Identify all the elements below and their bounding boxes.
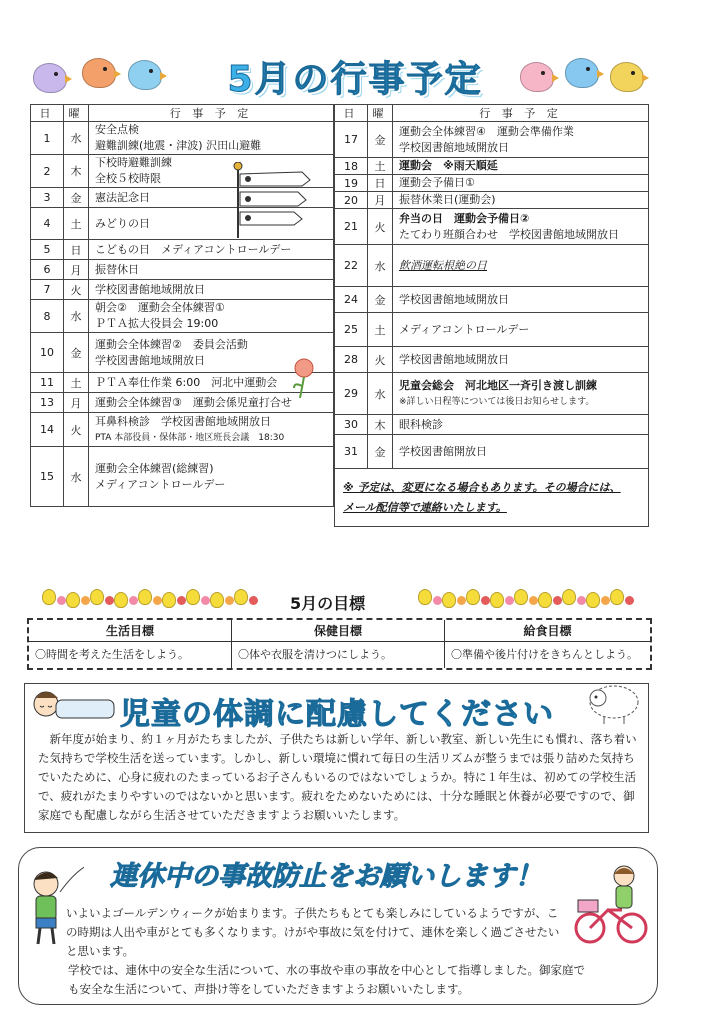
weekday-cell: 金 (64, 188, 89, 208)
event-cell (393, 245, 649, 287)
day-cell: 10 (31, 333, 64, 373)
event-line: 下校時避難訓練 (95, 156, 172, 169)
chick-icon (66, 592, 80, 608)
weekday-cell: 土 (64, 373, 89, 393)
blue-bird-icon (128, 60, 162, 90)
chick-icon (42, 589, 56, 605)
carnation-icon (290, 358, 318, 398)
event-cell (393, 313, 649, 347)
table-row (335, 373, 649, 415)
table-row (335, 192, 649, 209)
tulip-icon (553, 596, 562, 605)
event-cell (393, 415, 649, 435)
col-day: 日 (31, 105, 64, 122)
table-row (31, 333, 334, 373)
tulip-icon (129, 596, 138, 605)
tulip-icon (225, 596, 234, 605)
day-cell: 14 (31, 413, 64, 447)
goal-heading: 保健目標 (232, 620, 444, 642)
event-line: 学校図書館地域開放日 (399, 352, 509, 366)
table-row (335, 435, 649, 469)
event-line: ＰＴＡ奉仕作業 6:00 河北中運動会 (95, 375, 278, 389)
purple-bird-icon (33, 63, 67, 93)
note-line: ※ 予定は、変更になる場合もあります。その場合には、 (343, 480, 621, 494)
goal-lunch (445, 620, 650, 668)
tulip-icon (457, 596, 466, 605)
yellow-bird-icon (610, 62, 644, 92)
day-cell: 5 (31, 240, 64, 260)
day-cell: 29 (335, 373, 368, 415)
event-cell (89, 260, 334, 280)
day-cell: 20 (335, 192, 368, 209)
event-cell (393, 158, 649, 175)
tulip-icon (153, 596, 162, 605)
table-row (31, 280, 334, 300)
event-line: 運動会全体練習(総練習) (95, 461, 214, 475)
table-row (31, 260, 334, 280)
goals-title: 5月の目標 (290, 594, 366, 613)
weekday-cell: 水 (64, 300, 89, 333)
event-cell (89, 240, 334, 260)
event-cell (89, 280, 334, 300)
orange-bird-icon (82, 58, 116, 88)
tulip-icon (505, 596, 514, 605)
event-line: 運動会全体練習③ 運動会係児童打合せ (95, 395, 292, 409)
chick-icon (442, 592, 456, 608)
weekday-cell: 土 (64, 208, 89, 240)
event-line: 避難訓練(地震・津波) 沢田山避難 (95, 139, 262, 152)
day-cell: 8 (31, 300, 64, 333)
day-cell: 3 (31, 188, 64, 208)
chick-icon (186, 589, 200, 605)
pink-bird-icon (520, 62, 554, 92)
tulip-icon (529, 596, 538, 605)
weekday-cell: 土 (368, 313, 393, 347)
event-line: 学校図書館開放日 (399, 444, 487, 458)
col-event: 行 事 予 定 (89, 105, 334, 122)
weekday-cell: 月 (64, 260, 89, 280)
chick-icon (138, 589, 152, 605)
table-row (31, 300, 334, 333)
event-line: 安全点検 (95, 123, 139, 136)
col-weekday: 曜 (368, 105, 393, 122)
tulip-icon (577, 596, 586, 605)
weekday-cell: 水 (368, 373, 393, 415)
table-row (335, 122, 649, 158)
tulip-icon (57, 596, 66, 605)
sleeping-child-icon (28, 684, 118, 728)
goals-box (27, 618, 652, 670)
day-cell: 24 (335, 287, 368, 313)
tulip-icon (81, 596, 90, 605)
day-cell: 21 (335, 209, 368, 245)
event-line: PTA 本部役員・保体部・地区班長会議 18:30 (95, 432, 285, 443)
event-line: 運動会全体練習② 委員会活動 (95, 337, 248, 351)
table-row (31, 373, 334, 393)
col-event: 行 事 予 定 (393, 105, 649, 122)
sheep-icon (582, 676, 644, 726)
event-line: 運動会 ※雨天順延 (399, 159, 498, 172)
schedule-note (335, 469, 649, 527)
event-line: 耳鼻科検診 学校図書館地域開放日 (95, 414, 271, 428)
chick-icon (466, 589, 480, 605)
weekday-cell: 火 (368, 209, 393, 245)
weekday-cell: 水 (64, 447, 89, 507)
table-row (31, 413, 334, 447)
event-line: 振替休業日(運動会) (399, 193, 496, 206)
day-cell: 4 (31, 208, 64, 240)
bicycle-girl-icon (572, 862, 650, 946)
chick-icon (538, 592, 552, 608)
event-cell (393, 435, 649, 469)
chick-icon (490, 592, 504, 608)
weekday-cell: 金 (64, 333, 89, 373)
goal-text: 〇準備や後片付けをきちんとしよう。 (451, 648, 638, 661)
event-line: 児童会総会 河北地区一斉引き渡し訓練 (399, 378, 597, 392)
event-line: たてわり班顔合わせ 学校図書館地域開放日 (399, 227, 619, 241)
chick-icon (562, 589, 576, 605)
event-cell (89, 413, 334, 447)
event-cell (393, 209, 649, 245)
event-line: 憲法記念日 (95, 190, 150, 204)
chick-icon (586, 592, 600, 608)
event-line: 学校図書館地域開放日 (399, 140, 509, 154)
day-cell: 22 (335, 245, 368, 287)
day-cell: 15 (31, 447, 64, 507)
table-row (335, 209, 649, 245)
weekday-cell: 日 (64, 240, 89, 260)
event-line: 振替休日 (95, 262, 139, 276)
day-cell: 13 (31, 393, 64, 413)
day-cell: 30 (335, 415, 368, 435)
tulip-icon (433, 596, 442, 605)
weekday-cell: 土 (368, 158, 393, 175)
table-row (335, 175, 649, 192)
chick-icon (114, 592, 128, 608)
chick-icon (610, 589, 624, 605)
chick-icon (234, 589, 248, 605)
notice-row (335, 469, 649, 527)
day-cell: 2 (31, 155, 64, 188)
event-line: 運動会全体練習④ 運動会準備作業 (399, 124, 574, 138)
carp-streamer-icon (232, 162, 312, 238)
day-cell: 25 (335, 313, 368, 347)
weekday-cell: 火 (368, 347, 393, 373)
holiday-body-2: 学校では、連休中の安全な生活について、水の事故や車の事故を中心として指導しました。御家庭でも安全な生活について、声掛け等をしていただきますようお願いいたします。 (68, 963, 586, 996)
goal-text: 〇時間を考えた生活をしよう。 (35, 648, 189, 661)
table-row (335, 158, 649, 175)
weekday-cell: 火 (64, 413, 89, 447)
table-row (335, 347, 649, 373)
tulip-icon (105, 596, 114, 605)
event-line: 全校５校時限 (95, 172, 161, 185)
blue-bird-icon-right (565, 58, 599, 88)
day-cell: 28 (335, 347, 368, 373)
chick-icon (418, 589, 432, 605)
weekday-cell: 月 (368, 192, 393, 209)
tulip-icon (177, 596, 186, 605)
tulip-icon (481, 596, 490, 605)
note-line: メール配信等で連絡いたします。 (343, 500, 507, 514)
chick-icon (514, 589, 528, 605)
holiday-title: 連休中の事故防止をお願いします！ (110, 861, 542, 892)
table-row (31, 393, 334, 413)
event-cell (393, 287, 649, 313)
event-line: こどもの日 メディアコントロールデー (95, 242, 292, 256)
day-cell: 18 (335, 158, 368, 175)
event-cell (393, 373, 649, 415)
table-row (335, 415, 649, 435)
event-line: 学校図書館地域開放日 (95, 282, 205, 296)
table-row (31, 447, 334, 507)
page-title: 5月の行事予定 (227, 59, 483, 100)
tulip-icon (625, 596, 634, 605)
chick-icon (162, 592, 176, 608)
day-cell: 31 (335, 435, 368, 469)
tulip-icon (201, 596, 210, 605)
table-row (335, 287, 649, 313)
event-cell (393, 347, 649, 373)
day-cell: 17 (335, 122, 368, 158)
goal-health (232, 620, 445, 668)
weekday-cell: 金 (368, 435, 393, 469)
day-cell: 7 (31, 280, 64, 300)
event-cell (89, 300, 334, 333)
event-cell (89, 122, 334, 155)
event-cell (393, 122, 649, 158)
event-cell (89, 447, 334, 507)
event-line: メディアコントロールデー (95, 477, 226, 491)
event-line: みどりの日 (95, 216, 150, 230)
holiday-body-1: いよいよゴールデンウィークが始まります。子供たちもとても楽しみにしているようですが、この時期は人出や車がとても多くなります。けがや事故に気を付けて、連休を楽しく過ごさせたいと思います。 (66, 906, 560, 958)
day-cell: 19 (335, 175, 368, 192)
event-cell (393, 192, 649, 209)
event-line: 弁当の日 運動会予備日② (399, 211, 530, 225)
event-line: メディアコントロールデー (399, 322, 530, 336)
health-title: 児童の体調に配慮してください (120, 697, 554, 732)
event-line: 運動会予備日① (399, 176, 475, 189)
weekday-cell: 日 (368, 175, 393, 192)
weekday-cell: 金 (368, 122, 393, 158)
weekday-cell: 木 (368, 415, 393, 435)
health-body: 新年度が始まり、約１ヶ月がたちましたが、子供たちは新しい学年、新しい教室、新しい先生にも慣れ、落ち着いた気持ちで学校生活を送っています。しかし、新しい環境に慣れて毎日の生活リズムが整うまでは張り詰めた気持ちでいたために、心身に疲れのたまっているお子さんもいるのではないでしょうか。特に１年生は、初めての学校生活で、疲れがたまりやすいのではないかと思います。疲れをためないためには、十分な睡眠と休養が必要ですので、御家庭でも配慮しながら生活させていただきますようお願いいたします。 (38, 732, 637, 822)
table-row (31, 122, 334, 155)
event-line: 朝会② 運動会全体練習① (95, 301, 225, 314)
weekday-cell: 水 (64, 122, 89, 155)
goal-heading: 生活目標 (29, 620, 231, 642)
day-cell: 1 (31, 122, 64, 155)
day-cell: 6 (31, 260, 64, 280)
event-line: ＰＴＡ拡大役員会 19:00 (95, 317, 219, 330)
event-line: 学校図書館地域開放日 (95, 353, 205, 367)
weekday-cell: 水 (368, 245, 393, 287)
weekday-cell: 火 (64, 280, 89, 300)
event-line: ※詳しい日程等については後日お知らせします。 (399, 396, 595, 407)
day-cell: 11 (31, 373, 64, 393)
event-line: 眼科検診 (399, 417, 443, 431)
col-day: 日 (335, 105, 368, 122)
tulip-icon (601, 596, 610, 605)
table-row (31, 240, 334, 260)
table-row (335, 313, 649, 347)
event-line: 飲酒運転根絶の日 (399, 258, 487, 272)
goal-life (29, 620, 232, 668)
weekday-cell: 金 (368, 287, 393, 313)
weekday-cell: 月 (64, 393, 89, 413)
weekday-cell: 木 (64, 155, 89, 188)
tulip-icon (249, 596, 258, 605)
chick-icon (90, 589, 104, 605)
event-line: 学校図書館地域開放日 (399, 292, 509, 306)
goal-heading: 給食目標 (445, 620, 650, 642)
col-weekday: 曜 (64, 105, 89, 122)
chick-icon (210, 592, 224, 608)
schedule-table-right (334, 104, 649, 527)
goal-text: 〇体や衣服を清けつにしよう。 (238, 648, 392, 661)
event-cell (393, 175, 649, 192)
table-row (335, 245, 649, 287)
